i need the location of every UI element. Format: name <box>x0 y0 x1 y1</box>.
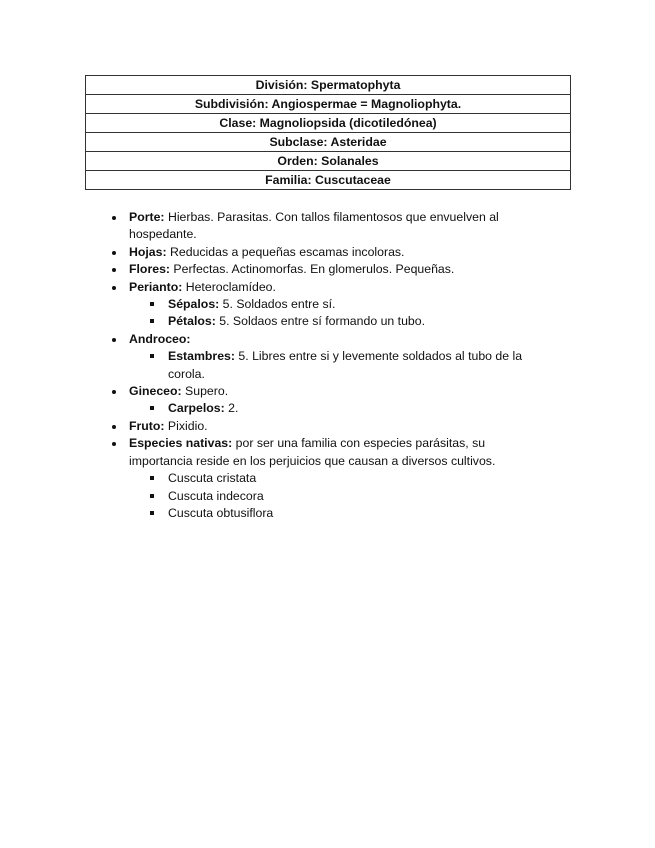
carpelos-label: Carpelos: <box>168 401 225 416</box>
species-item: Cuscuta obtusiflora <box>129 505 545 522</box>
list-item-hojas <box>0 244 655 261</box>
sublist-item-petalos <box>129 313 545 330</box>
perianto-label: Perianto: <box>129 279 183 294</box>
list-item-perianto <box>0 279 655 331</box>
species-item: Cuscuta cristata <box>129 470 545 487</box>
flores-text: Perfectas. Actinomorfas. En glomerulos. Pequeñas. <box>170 262 455 277</box>
list-item-androceo <box>0 331 655 383</box>
list-item-especies <box>0 435 655 522</box>
especies-text: por ser una familia con especies parásitas, su importancia reside en los perjuicios que causan a diversos cultivos. <box>129 436 496 468</box>
especies-label: Especies nativas: <box>129 436 233 451</box>
perianto-text: Heteroclamídeo. <box>182 279 276 294</box>
taxonomy-table <box>85 75 571 190</box>
porte-label: Porte: <box>129 210 165 224</box>
estambres-label: Estambres: <box>168 349 235 364</box>
androceo-label: Androceo: <box>129 331 191 346</box>
fruto-label: Fruto: <box>129 418 165 433</box>
taxonomy-clase: Clase: Magnoliopsida (dicotiledónea) <box>86 114 571 133</box>
petalos-text: 5. Soldaos entre sí formando un tubo. <box>215 314 426 329</box>
sepalos-text: 5. Soldados entre sí. <box>219 297 336 312</box>
sublist-item-estambres <box>129 348 545 383</box>
hojas-label: Hojas: <box>129 244 167 259</box>
sepalos-label: Sépalos: <box>168 297 220 312</box>
taxonomy-subclase: Subclase: Asteridae <box>86 133 571 152</box>
hojas-text: Reducidas a pequeñas escamas incoloras. <box>166 244 405 259</box>
list-item-gineceo <box>0 383 655 418</box>
perianto-sublist <box>129 296 545 331</box>
taxonomy-familia: Familia: Cuscutaceae <box>86 171 571 190</box>
fruto-text: Pixidio. <box>164 418 208 433</box>
carpelos-text: 2. <box>224 401 239 416</box>
list-item-porte <box>0 209 655 244</box>
sublist-item-carpelos <box>129 400 545 417</box>
species-item: Cuscuta indecora <box>129 488 545 505</box>
estambres-text: 5. Libres entre si y levemente soldados al tubo de la corola. <box>168 349 523 381</box>
list-item-fruto <box>0 418 655 435</box>
petalos-label: Pétalos: <box>168 314 216 329</box>
especies-sublist <box>129 470 545 522</box>
taxonomy-division: División: Spermatophyta <box>86 76 571 95</box>
gineceo-text: Supero. <box>181 384 229 399</box>
list-item-flores <box>0 261 655 278</box>
characteristics-list <box>0 209 655 522</box>
sublist-item-sepalos <box>129 296 545 313</box>
flores-label: Flores: <box>129 262 170 277</box>
androceo-sublist <box>129 348 545 383</box>
description-content <box>0 209 655 522</box>
gineceo-sublist <box>129 400 545 417</box>
taxonomy-orden: Orden: Solanales <box>86 152 571 171</box>
taxonomy-subdivision: Subdivisión: Angiospermae = Magnoliophyta. <box>86 95 571 114</box>
gineceo-label: Gineceo: <box>129 384 182 399</box>
porte-text: Hierbas. Parasitas. Con tallos filamentosos que envuelven al hospedante. <box>129 210 499 242</box>
